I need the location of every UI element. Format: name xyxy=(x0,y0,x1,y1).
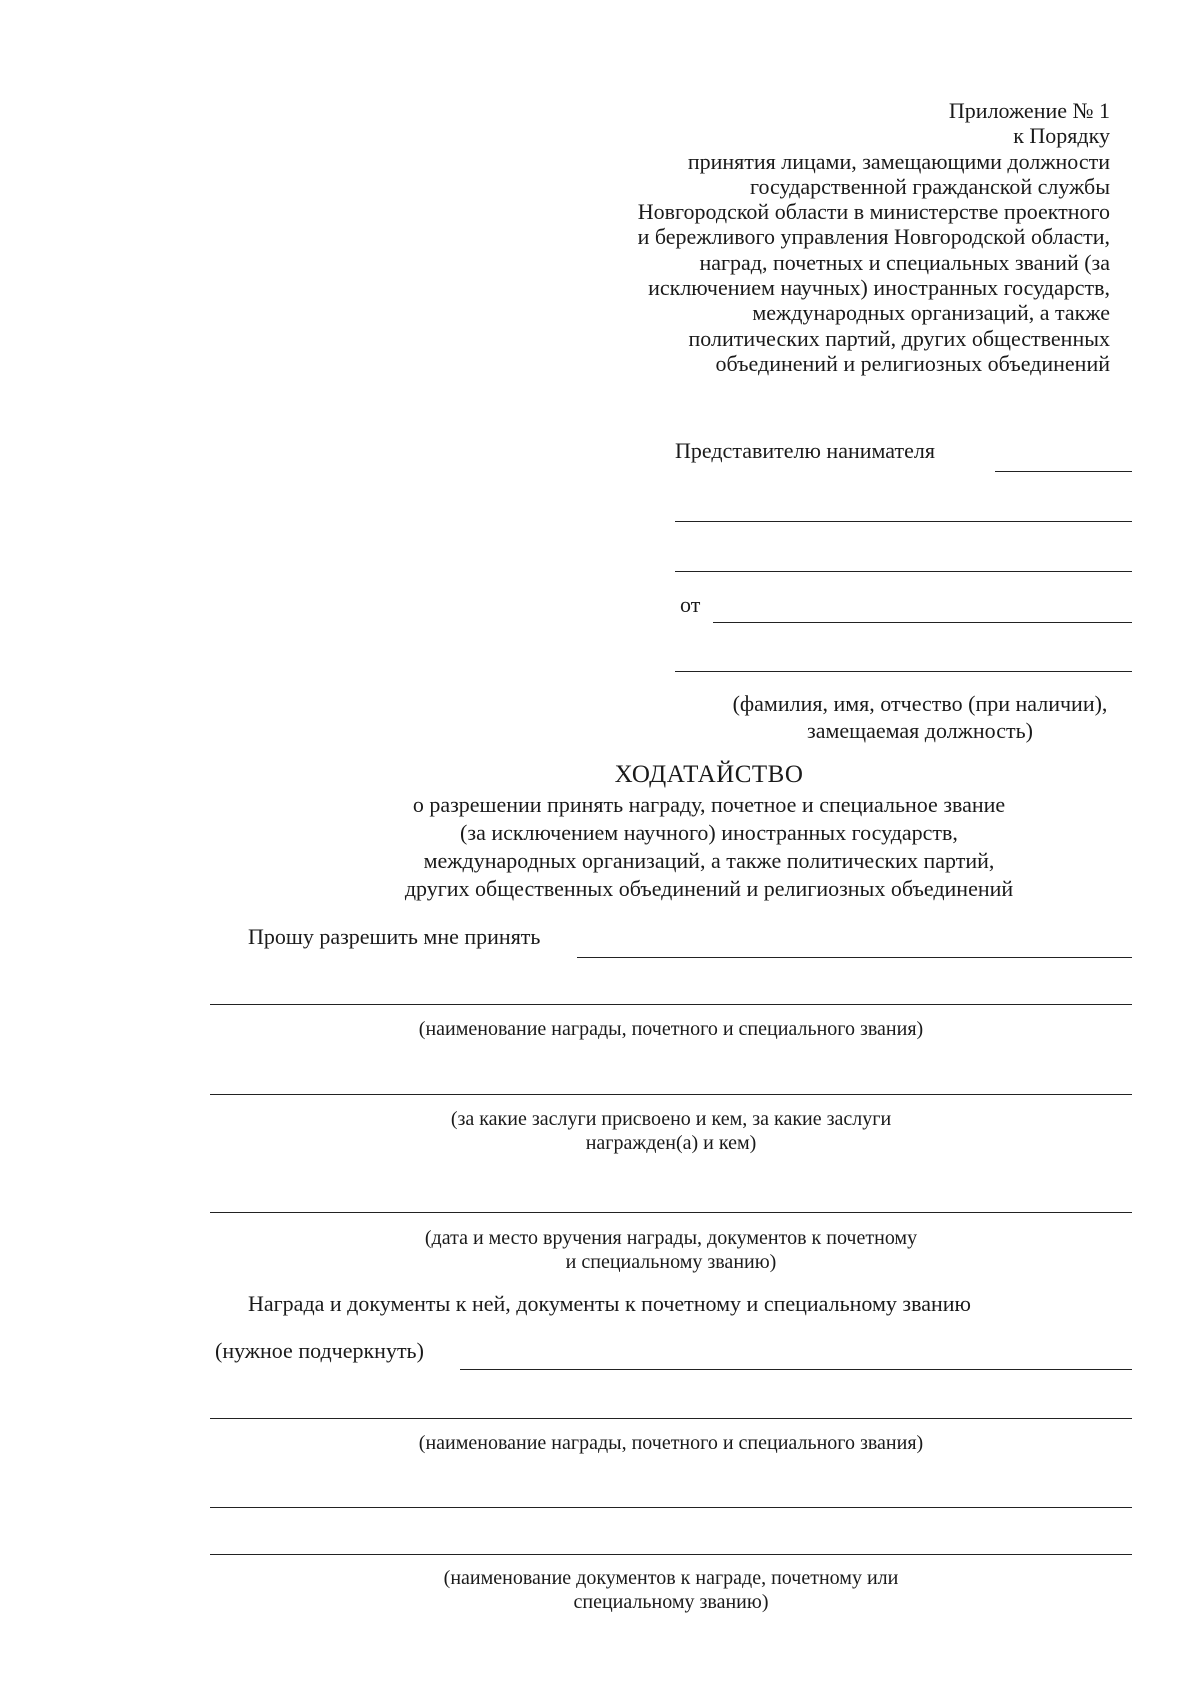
merits-caption xyxy=(210,1107,1132,1155)
addressee-fill-line[interactable] xyxy=(675,521,1132,522)
documents-caption-line: специальному званию) xyxy=(573,1591,769,1613)
award-name-caption-2: (наименование награды, почетного и специального звания) xyxy=(418,1432,924,1454)
appendix-line: к Порядку xyxy=(1013,123,1110,149)
sender-fill-line[interactable] xyxy=(675,671,1132,672)
appendix-line: политических партий, других общественных xyxy=(688,325,1110,351)
documents-list-fill-line[interactable] xyxy=(210,1554,1132,1555)
sender-caption-line: (фамилия, имя, отчество (при наличии), xyxy=(732,691,1108,716)
sender-caption-line: замещаемая должность) xyxy=(807,718,1033,743)
appendix-line: объединений и религиозных объединений xyxy=(715,350,1110,376)
petition-subtitle xyxy=(0,791,1200,903)
date-place-fill-line[interactable] xyxy=(210,1212,1132,1213)
date-caption-line: и специальному званию) xyxy=(565,1251,777,1273)
addressee-label: Представителю нанимателя xyxy=(675,438,935,463)
subtitle-line: международных организаций, а также политических партий, xyxy=(423,848,995,873)
appendix-line: Приложение № 1 xyxy=(948,98,1110,123)
subtitle-line: других общественных объединений и религиозных объединений xyxy=(404,876,1014,901)
award-name-caption: (наименование награды, почетного и специального звания) xyxy=(418,1018,924,1040)
documents-list-fill-line[interactable] xyxy=(210,1507,1132,1508)
appendix-line: Новгородской области в министерстве проектного xyxy=(637,199,1110,225)
appendix-line: наград, почетных и специальных званий (за xyxy=(699,249,1110,275)
documents-fill-line[interactable] xyxy=(460,1369,1132,1370)
request-label: Прошу разрешить мне принять xyxy=(248,924,541,949)
sender-fill-line[interactable] xyxy=(713,622,1132,623)
documents-caption xyxy=(210,1566,1132,1614)
documents-label: Награда и документы к ней, документы к почетному и специальному званию xyxy=(248,1291,971,1316)
documents-fill-line[interactable] xyxy=(210,1418,1132,1419)
merits-fill-line[interactable] xyxy=(210,1094,1132,1095)
award-fill-line[interactable] xyxy=(577,957,1132,958)
from-label: от xyxy=(680,592,701,617)
appendix-line: принятия лицами, замещающими должности xyxy=(687,148,1110,174)
appendix-line: и бережливого управления Новгородской области, xyxy=(637,224,1110,250)
merits-caption-line: награжден(а) и кем) xyxy=(585,1132,757,1154)
subtitle-line: (за исключением научного) иностранных государств, xyxy=(460,820,958,845)
subtitle-line: о разрешении принять награду, почетное и специальное звание xyxy=(412,792,1006,817)
appendix-line: исключением научных) иностранных государств, xyxy=(648,275,1110,301)
documents-caption-line: (наименование документов к награде, почетному или xyxy=(443,1567,899,1589)
merits-caption-line: (за какие заслуги присвоено и кем, за какие заслуги xyxy=(450,1108,892,1130)
addressee-fill-line[interactable] xyxy=(995,471,1132,472)
date-caption-line: (дата и место вручения награды, документов к почетному xyxy=(424,1227,918,1249)
award-fill-line[interactable] xyxy=(210,1004,1132,1005)
sender-caption xyxy=(660,690,1180,744)
appendix-line: международных организаций, а также xyxy=(752,300,1110,326)
date-place-caption xyxy=(210,1226,1132,1274)
appendix-line: государственной гражданской службы xyxy=(750,173,1110,199)
addressee-fill-line[interactable] xyxy=(675,571,1132,572)
underline-note: (нужное подчеркнуть) xyxy=(215,1338,424,1363)
petition-title: ХОДАТАЙСТВО xyxy=(614,761,804,788)
appendix-header xyxy=(638,98,1110,376)
